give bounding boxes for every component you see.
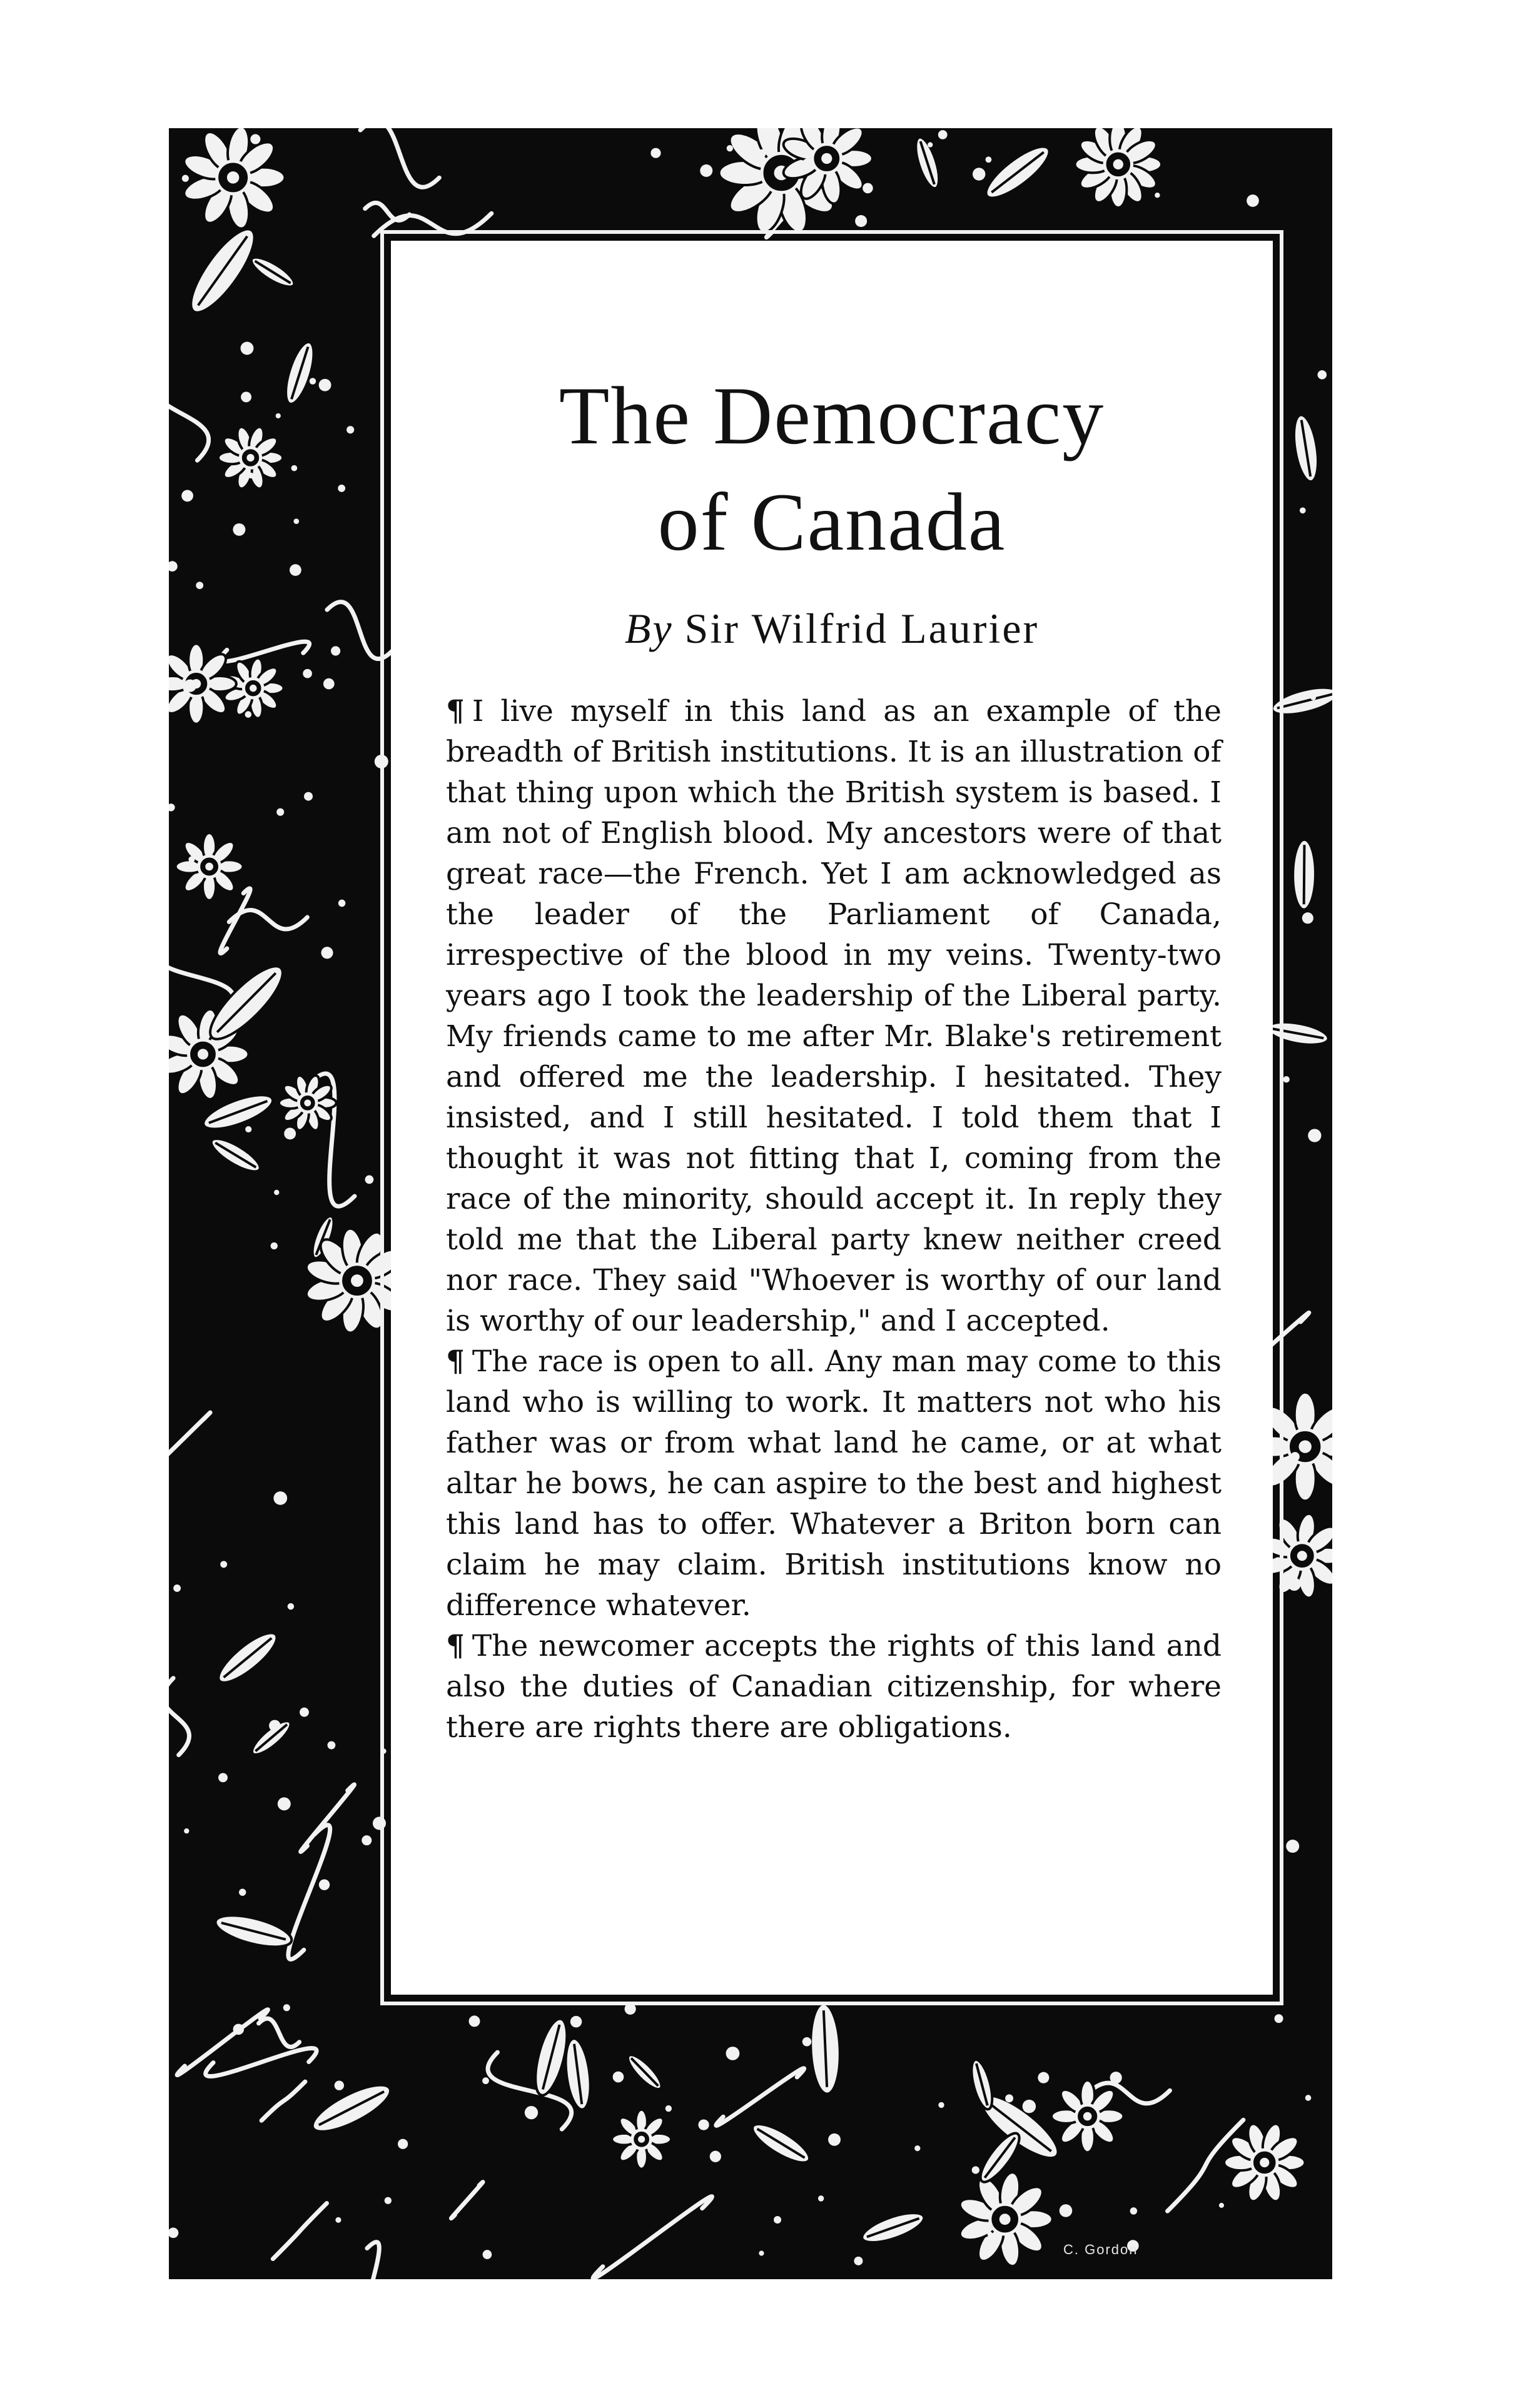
- byline-prefix: By: [624, 605, 674, 652]
- byline: [391, 603, 1273, 653]
- article-panel: [391, 241, 1273, 1995]
- paragraph-text: I live myself in this land as an example of the breadth of British institutions. It is an illustration of that thing upon which the British system is based. I am not of English blood. My ancestors were of that great race—the French. Yet I am acknowledged as the leader of the Parliament of Canada, irrespective of the blood in my veins. Twenty-two years ago I took the leadership of the Liberal party. My friends came to me after Mr. Blake's retirement and offered me the leadership. I hesitated. They insisted, and I still hesitated. I told them that I thought it was not fitting that I, coming from the race of the minority, should accept it. In reply they told me that the Liberal party knew neither creed nor race. They said "Whoever is worthy of our land is worthy of our leadership," and I accepted.: [446, 694, 1222, 1338]
- paragraph-3: [446, 1626, 1222, 1748]
- paragraph-1: [446, 691, 1222, 1341]
- article-title-line-1: The Democracy: [559, 370, 1105, 461]
- article-title-line-2: of Canada: [657, 476, 1006, 568]
- artist-signature: C. Gordon: [1063, 2242, 1138, 2257]
- paragraph-text: The newcomer accepts the rights of this land and also the duties of Canadian citizenship, for where there are rights there are obligations.: [446, 1629, 1222, 1745]
- paragraph-mark-icon: ¶: [446, 1344, 465, 1379]
- article-body: [446, 691, 1222, 1748]
- paragraph-text: The race is open to all. Any man may come to this land who is willing to work. It matters not who his father was or from what land he came, or at what altar he bows, he can aspire to the best and highest this land has to offer. Whatever a Briton born can claim he may claim. British institutions know no difference whatever.: [446, 1344, 1222, 1623]
- paragraph-mark-icon: ¶: [446, 694, 465, 728]
- author-name: Sir Wilfrid Laurier: [684, 605, 1040, 652]
- paragraph-2: [446, 1341, 1222, 1626]
- paragraph-mark-icon: ¶: [446, 1629, 465, 1663]
